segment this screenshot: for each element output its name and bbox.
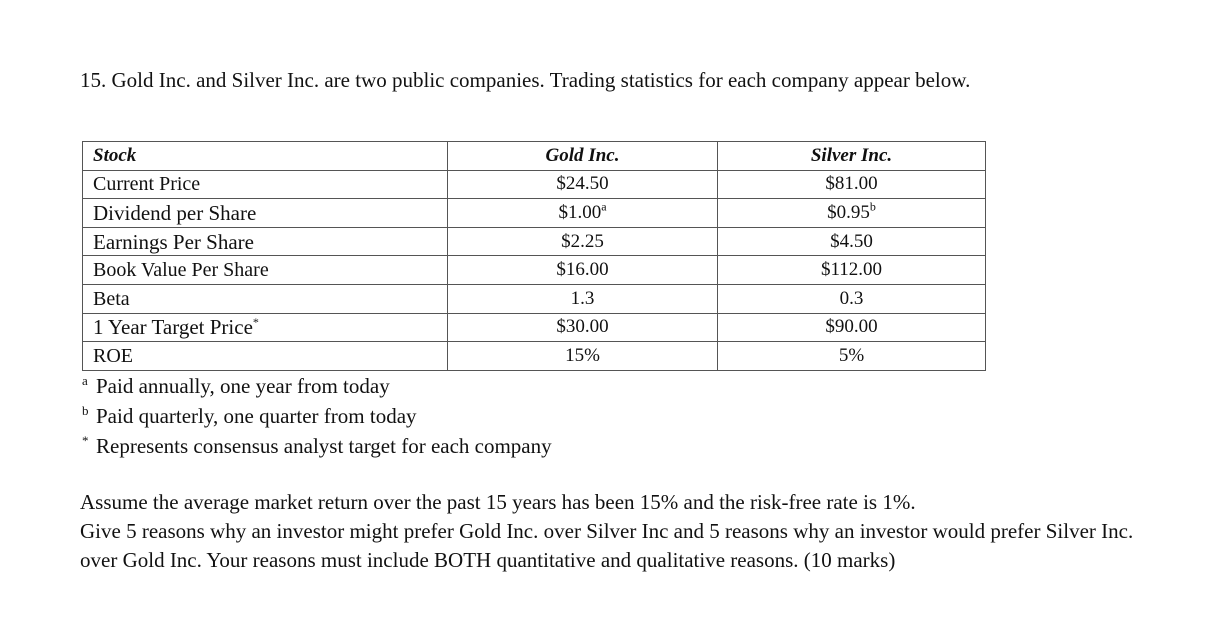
table-row [83, 284, 986, 313]
footnote [82, 371, 552, 401]
gold-value-text: $1.00 [558, 201, 602, 223]
gold-value: 15% [448, 342, 718, 371]
footnote-text: Paid annually, one year from today [96, 374, 390, 398]
header-gold-inc: Gold Inc. [448, 142, 718, 171]
row-label-text: Book Value Per Share [93, 259, 269, 282]
row-label [83, 342, 448, 371]
table-row [83, 170, 986, 199]
question-heading: 15. Gold Inc. and Silver Inc. are two public companies. Trading statistics for each company appear below. [80, 68, 971, 92]
gold-value: $30.00 [448, 313, 718, 342]
row-label-text: 1 Year Target Price [93, 315, 253, 340]
gold-value: 1.3 [448, 284, 718, 313]
row-label-text: Beta [93, 287, 130, 310]
footnote [82, 401, 552, 431]
silver-value: 5% [718, 342, 986, 371]
row-label-text: Current Price [93, 173, 201, 196]
footnote-text: Paid quarterly, one quarter from today [96, 404, 417, 428]
silver-value: $90.00 [718, 313, 986, 342]
row-label [83, 313, 448, 342]
question-body [80, 488, 1140, 575]
footnotes [82, 371, 552, 461]
footnote-text: Represents consensus analyst target for each company [96, 434, 552, 458]
row-label [83, 199, 448, 228]
table-row [83, 199, 986, 228]
silver-value: $81.00 [718, 170, 986, 199]
table-row [83, 313, 986, 342]
table-row [83, 227, 986, 256]
silver-value [718, 199, 986, 228]
footnote-mark: a [82, 373, 88, 388]
silver-value: $112.00 [718, 256, 986, 285]
row-label [83, 227, 448, 256]
assumption-paragraph: Assume the average market return over the past 15 years has been 15% and the risk-free rate is 1%. [80, 490, 916, 514]
gold-value: $16.00 [448, 256, 718, 285]
footnote [82, 431, 552, 461]
table-row [83, 342, 986, 371]
row-label-text: ROE [93, 344, 133, 367]
footnote-mark: * [82, 433, 89, 448]
footnote-ref: * [252, 315, 259, 330]
footnote-ref: b [869, 199, 876, 214]
table-row [83, 256, 986, 285]
silver-value-text: $0.95 [827, 201, 870, 223]
row-label-text: Earnings Per Share [93, 229, 254, 254]
row-label [83, 284, 448, 313]
header-silver-inc: Silver Inc. [718, 142, 986, 171]
silver-value: 0.3 [718, 284, 986, 313]
trading-statistics-table [82, 141, 986, 371]
header-stock: Stock [83, 142, 448, 171]
footnote-mark: b [82, 403, 89, 418]
gold-value: $2.25 [448, 227, 718, 256]
gold-value [448, 199, 718, 228]
row-label [83, 256, 448, 285]
gold-value: $24.50 [448, 170, 718, 199]
row-label-text: Dividend per Share [93, 200, 257, 225]
instruction-paragraph: Give 5 reasons why an investor might prefer Gold Inc. over Silver Inc and 5 reasons why an investor would prefer Silver Inc. over Gold Inc. Your reasons must include BOTH quantitative and qualitative reasons. (10 marks) [80, 519, 1134, 572]
footnote-ref: a [601, 199, 607, 214]
table-header-row [83, 142, 986, 171]
row-label [83, 170, 448, 199]
silver-value: $4.50 [718, 227, 986, 256]
